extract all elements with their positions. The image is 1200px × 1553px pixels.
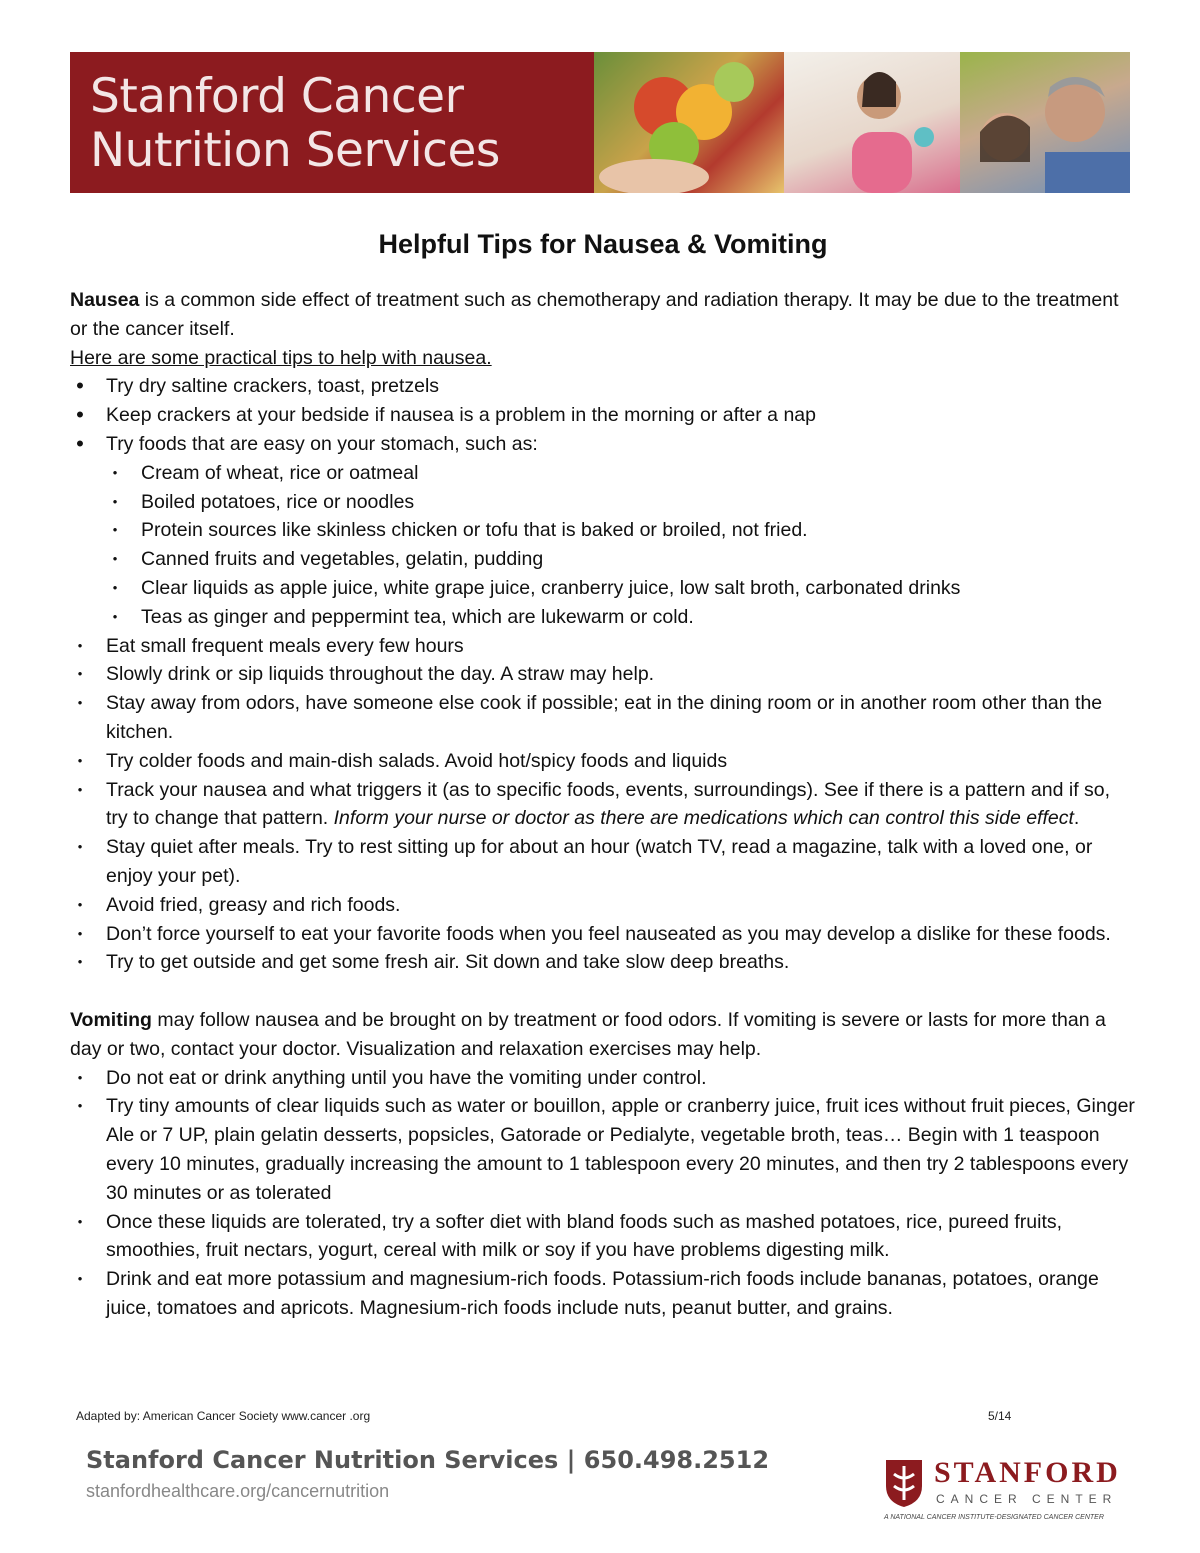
adapted-source: Adapted by: American Cancer Society www.cancer .org (76, 1409, 371, 1423)
list-item: • Stay away from odors, have someone else cook if possible; eat in the dining room or in another room other than the kitchen. (70, 689, 1136, 747)
list-item: • Try tiny amounts of clear liquids such as water or bouillon, apple or cranberry juice, fruit ices without fruit pieces, Ginger Ale or 7 UP, plain gelatin desserts, popsicles, Gatorade or Pedialyte, vegetable broth, teas… Begin with 1 teaspoon every 10 minutes, gradually increasing the amount to 1 tablespoon every 20 minutes, and then try 2 tablespoons every 30 minutes or as tolerated (70, 1092, 1136, 1207)
nausea-intro (70, 286, 1136, 344)
header-banner (70, 52, 1130, 193)
list-item-track-nausea (70, 776, 1136, 834)
vomiting-intro-text: may follow nausea and be brought on by treatment or food odors. If vomiting is severe or lasts for more than a day or two, contact your doctor. Visualization and relaxation exercises may help. (70, 1008, 1106, 1060)
list-item: • Avoid fried, greasy and rich foods. (70, 891, 1136, 920)
fruit-bowl-photo (594, 52, 784, 193)
logo-tagline: A NATIONAL CANCER INSTITUTE-DESIGNATED CANCER CENTER (884, 1514, 1104, 1521)
easy-foods-list (70, 459, 1136, 632)
list-item: • Canned fruits and vegetables, gelatin, pudding (70, 545, 1136, 574)
vomiting-tips-list (70, 1064, 1136, 1323)
nausea-lead: Here are some practical tips to help with nausea. (70, 346, 492, 369)
track-end: . (1073, 807, 1080, 830)
list-item: • Clear liquids as apple juice, white grape juice, cranberry juice, low salt broth, carbonated drinks (70, 574, 1136, 603)
page-title: Helpful Tips for Nausea & Vomiting (378, 229, 828, 259)
document-body (70, 226, 1136, 1323)
couple-eating-photo (960, 52, 1130, 193)
list-item: • Don’t force yourself to eat your favorite foods when you feel nauseated as you may develop a dislike for these foods. (70, 920, 1136, 949)
footer-org-phone: Stanford Cancer Nutrition Services | 650.498.2512 (86, 1446, 770, 1474)
list-item: • Try foods that are easy on your stomach, such as: (70, 430, 1136, 459)
list-item: • Try dry saltine crackers, toast, pretzels (70, 372, 1136, 401)
list-item: • Keep crackers at your bedside if nausea is a problem in the morning or after a nap (70, 401, 1136, 430)
list-item: • Once these liquids are tolerated, try a softer diet with bland foods such as mashed potatoes, rice, pureed fruits, smoothies, fruit nectars, yogurt, cereal with milk or soy if you have problems digesting milk. (70, 1208, 1136, 1266)
banner-title (90, 70, 500, 178)
nausea-tips-list (70, 372, 1136, 458)
list-item: • Do not eat or drink anything until you have the vomiting under control. (70, 1064, 1136, 1093)
list-item: • Cream of wheat, rice or oatmeal (70, 459, 1136, 488)
list-item: • Slowly drink or sip liquids throughout the day. A straw may help. (70, 660, 1136, 689)
list-item: • Protein sources like skinless chicken or tofu that is baked or broiled, not fried. (70, 516, 1136, 545)
shield-icon (884, 1458, 924, 1508)
track-text: Track your nausea and what triggers it (as to specific foods, events, surroundings). See if there is a pattern and if so, try to change that pattern. (106, 778, 1111, 830)
list-item: • Teas as ginger and peppermint tea, which are lukewarm or cold. (70, 603, 1136, 632)
vomiting-intro (70, 1006, 1136, 1064)
vomiting-term: Vomiting (70, 1008, 152, 1031)
nausea-more-tips-list (70, 632, 1136, 978)
logo-subtitle: CANCER CENTER (936, 1492, 1118, 1506)
list-item: • Stay quiet after meals. Try to rest sitting up for about an hour (watch TV, read a magazine, talk with a loved one, or enjoy your pet). (70, 833, 1136, 891)
publication-date: 5/14 (988, 1409, 1012, 1423)
list-item: • Try colder foods and main-dish salads. Avoid hot/spicy foods and liquids (70, 747, 1136, 776)
section-spacer (70, 977, 1136, 1006)
logo-wordmark: STANFORD (934, 1456, 1121, 1489)
list-item: • Try to get outside and get some fresh air. Sit down and take slow deep breaths. (70, 948, 1136, 977)
woman-exercising-photo (784, 52, 960, 193)
list-item: • Eat small frequent meals every few hours (70, 632, 1136, 661)
banner-title-line1: Stanford Cancer (90, 69, 464, 124)
track-italic-note: Inform your nurse or doctor as there are medications which can control this side effect (333, 807, 1074, 830)
nausea-term: Nausea (70, 289, 140, 311)
footer-url: stanfordhealthcare.org/cancernutrition (86, 1481, 390, 1501)
stanford-cancer-center-logo (884, 1456, 1124, 1528)
list-item: • Drink and eat more potassium and magnesium-rich foods. Potassium-rich foods include bananas, potatoes, orange juice, tomatoes and apricots. Magnesium-rich foods include nuts, peanut butter, and grains. (70, 1265, 1136, 1323)
list-item: • Boiled potatoes, rice or noodles (70, 488, 1136, 517)
nausea-intro-text: is a common side effect of treatment such as chemotherapy and radiation therapy. It may be due to the treatment or the cancer itself. (70, 289, 1119, 340)
banner-title-line2: Nutrition Services (90, 123, 500, 178)
